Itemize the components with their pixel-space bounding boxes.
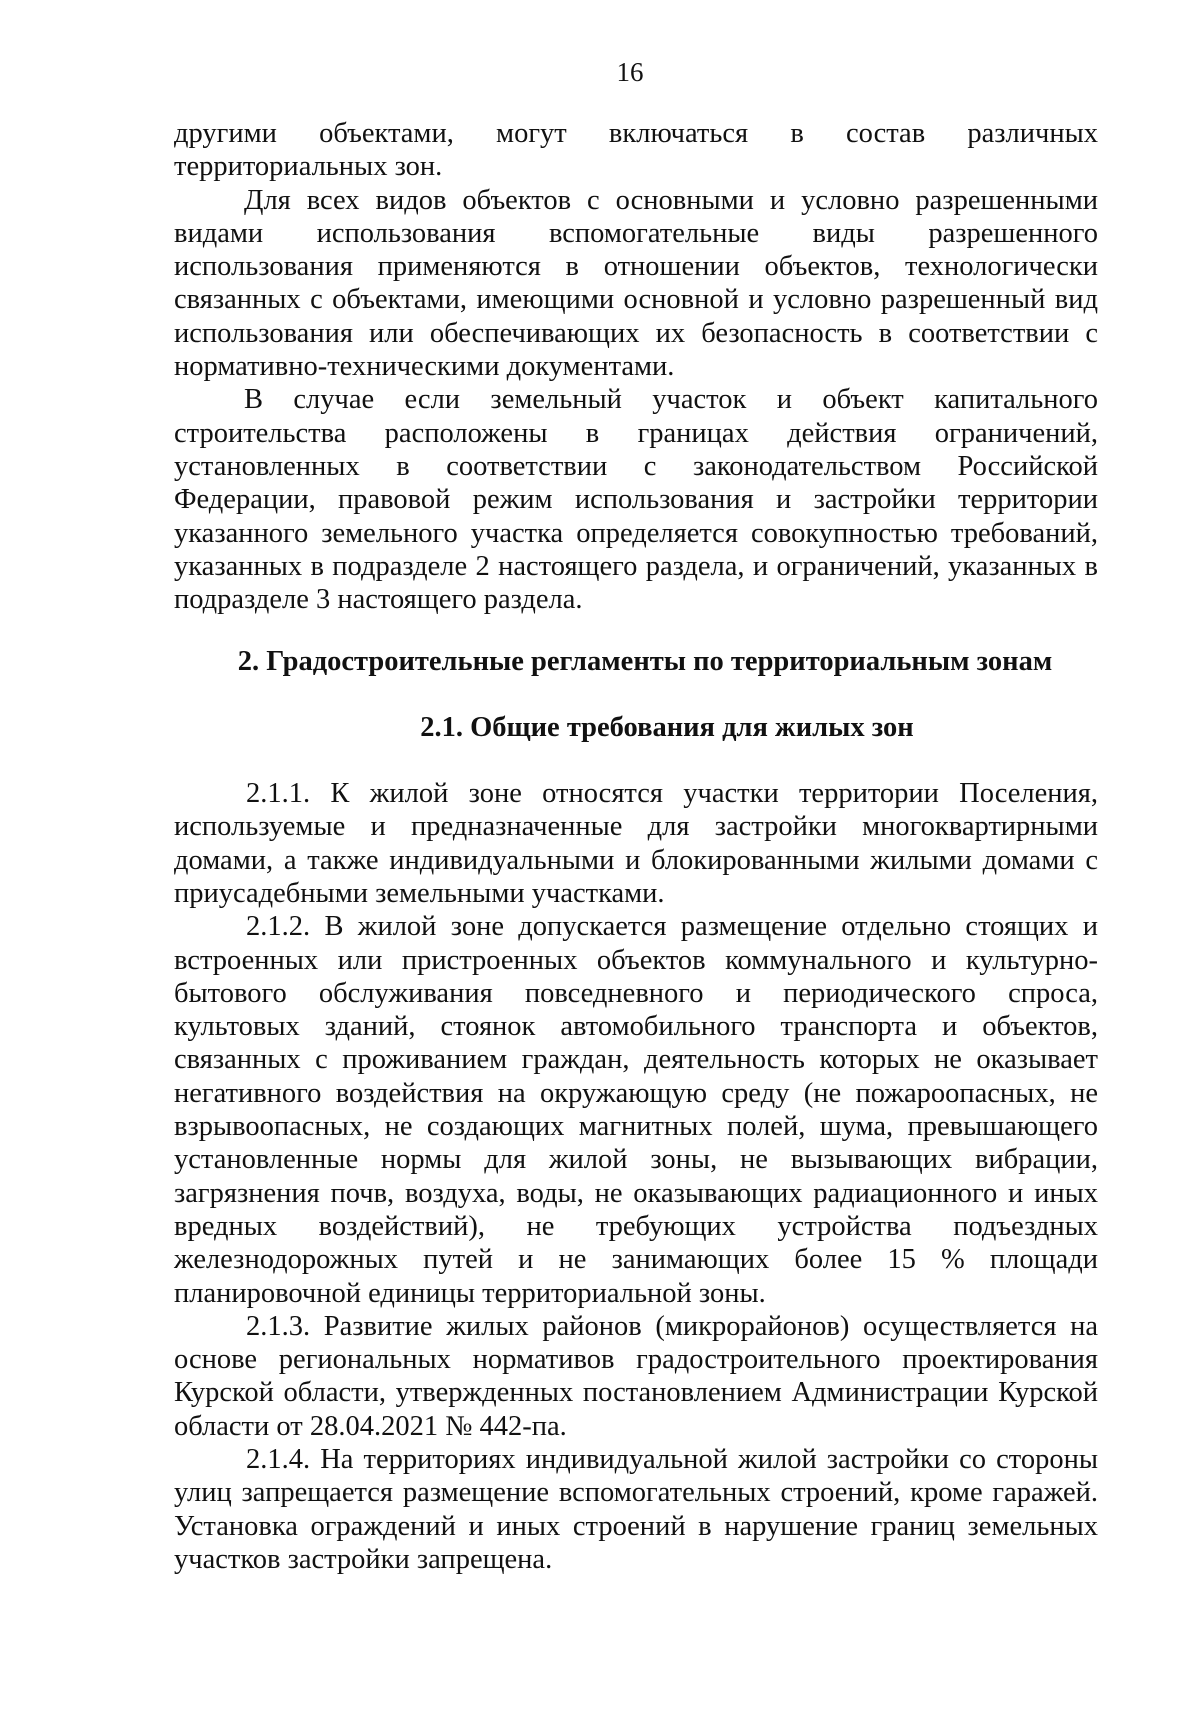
section-heading: 2. Градостроительные регламенты по территориальным зонам [237,646,1053,678]
clause-2-1-4: 2.1.4. На территориях индивидуальной жилой застройки со стороны улиц запрещается размещение вспомогательных строений, кроме гаражей. Установка ограждений и иных строений в нарушение границ земельных участков застройки запрещена. [174,1443,1098,1575]
paragraph-restrictions: В случае если земельный участок и объект капитального строительства расположены в границах действия ограничений, установленных в соответствии с законодательством Российской Федерации, правовой режим использования и застройки территории указанного земельного участка определяется совокупностью требований, указанных в подразделе 2 настоящего раздела, и ограничений, указанных в подразделе 3 настоящего раздела. [174,384,1098,616]
paragraph-auxiliary-uses: Для всех видов объектов с основными и условно разрешенными видами использования вспомогательные виды разрешенного использования применяются в отношении объектов, технологически связанных с объектами, имеющими основной и условно разрешенный вид использования или обеспечивающих их безопасность в соответствии с нормативно-техническими документами. [174,184,1098,383]
clause-2-1-3: 2.1.3. Развитие жилых районов (микрорайонов) осуществляется на основе региональных нормативов градостроительного проектирования Курской области, утвержденных постановлением Администрации Курской области от 28.04.2021 № 442-па. [174,1310,1098,1442]
clause-2-1-2: 2.1.2. В жилой зоне допускается размещение отдельно стоящих и встроенных или пристроенных объектов коммунального и культурно-бытового обслуживания повседневного и периодического спроса, культовых зданий, стоянок автомобильного транспорта и объектов, связанных с проживанием граждан, деятельность которых не оказывает негативного воздействия на окружающую среду (не пожароопасных, не взрывоопасных, не создающих магнитных полей, шума, превышающего установленные нормы для жилой зоны, не вызывающих вибрации, загрязнения почв, воздуха, воды, не оказывающих радиационного и иных вредных воздействий), не требующих устройства подъездных железнодорожных путей и не занимающих более 15 % площади планировочной единицы территориальной зоны. [174,911,1098,1309]
document-body [174,117,1098,1576]
page-number: 16 [616,57,644,87]
subsection-heading: 2.1. Общие требования для жилых зон [420,711,914,743]
paragraph-continuation: другими объектами, могут включаться в состав различных территориальных зон. [174,118,1098,183]
clause-2-1-1: 2.1.1. К жилой зоне относятся участки территории Поселения, используемые и предназначенные для застройки многоквартирными домами, а также индивидуальными и блокированными жилыми домами с приусадебными земельными участками. [174,778,1098,909]
